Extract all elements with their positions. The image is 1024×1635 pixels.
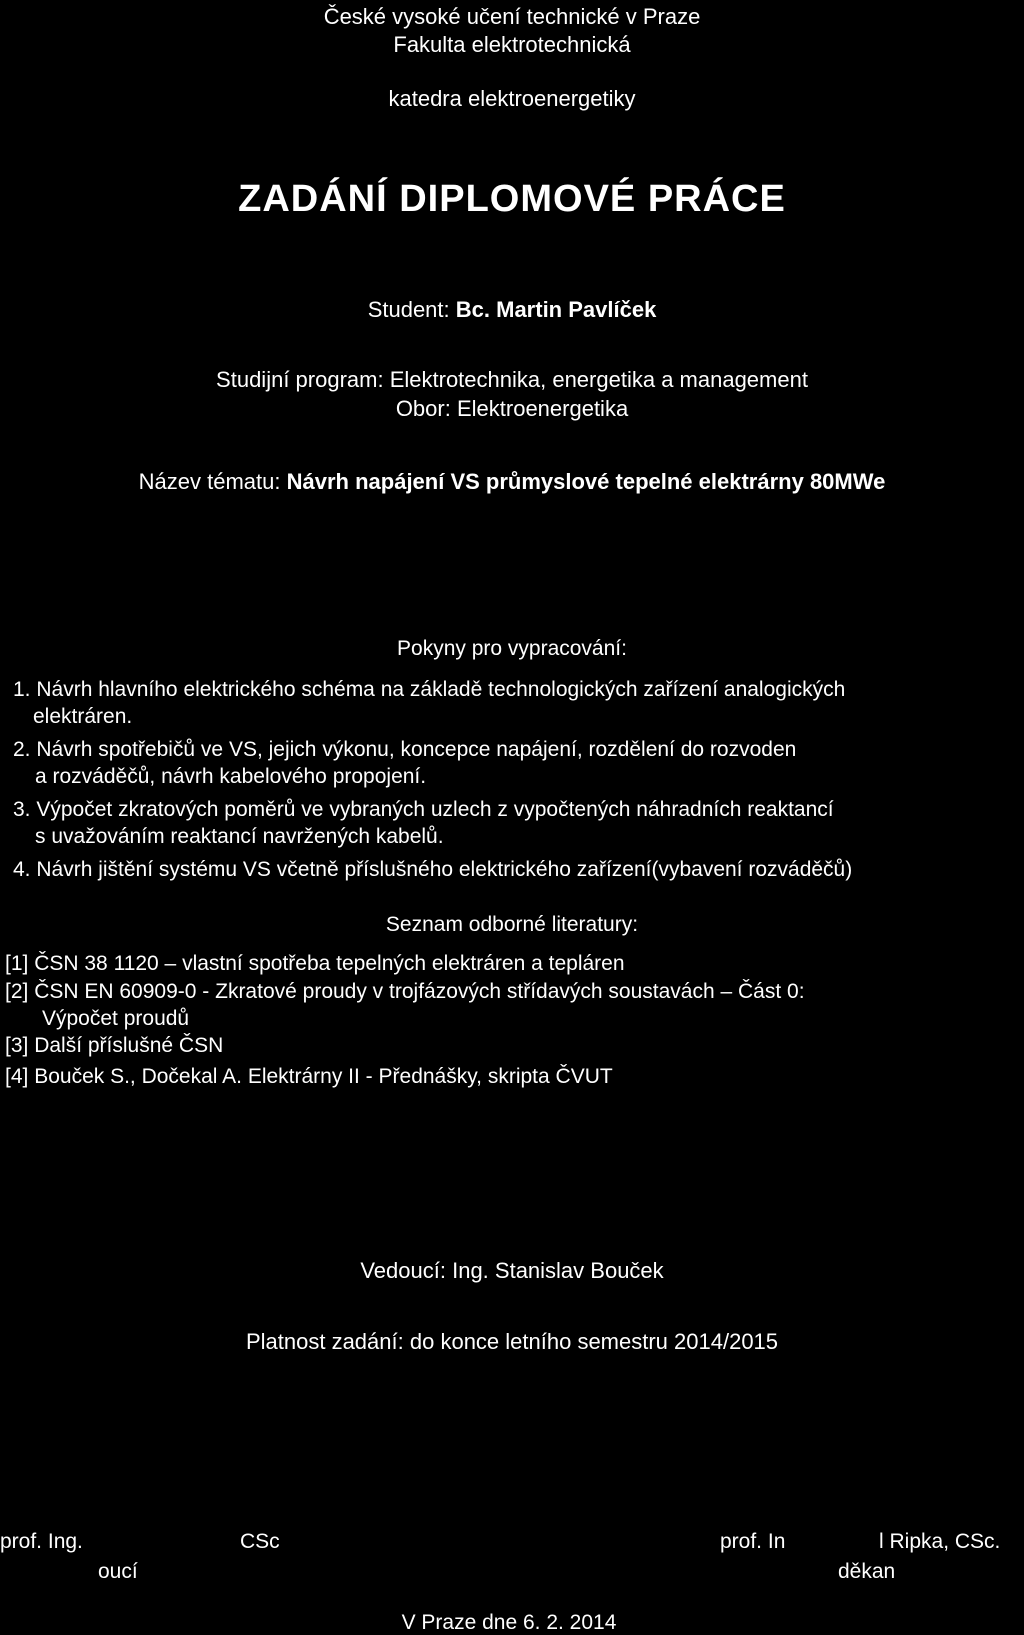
dean-name-part1: prof. In: [720, 1530, 786, 1553]
instruction-item: [13, 676, 845, 703]
supervisor-label: Vedoucí:: [360, 1258, 446, 1283]
field-line: [0, 396, 1024, 422]
topic-line: [0, 469, 1024, 495]
instruction-number: 2.: [13, 738, 31, 761]
instruction-number: 1.: [13, 678, 31, 701]
instruction-item: [13, 796, 834, 823]
validity-line: [0, 1329, 1024, 1355]
instruction-text: Návrh spotřebičů ve VS, jejich výkonu, koncepce napájení, rozdělení do rozvoden: [36, 738, 797, 761]
instruction-text: Návrh jištění systému VS včetně příslušného elektrického zařízení(vybavení rozváděčů): [36, 858, 853, 881]
supervisor-line: [0, 1258, 1024, 1284]
topic-value: Návrh napájení VS průmyslové tepelné elektrárny 80MWe: [286, 469, 886, 494]
literature-item: [5, 950, 625, 977]
literature-continuation: Výpočet proudů: [42, 1007, 190, 1030]
validity-label: Platnost zadání:: [245, 1329, 404, 1354]
dean-name-part2: l Ripka, CSc.: [879, 1530, 1001, 1553]
instruction-text: Návrh hlavního elektrického schéma na základě technologických zařízení analogických: [36, 678, 846, 701]
instructions-heading: Pokyny pro vypracování:: [397, 637, 627, 660]
instruction-text: Výpočet zkratových poměrů ve vybraných uzlech z vypočtených náhradních reaktancí: [36, 798, 834, 821]
literature-number: [2]: [5, 980, 29, 1003]
faculty-name: Fakulta elektrotechnická: [393, 32, 631, 57]
literature-text: Bouček S., Dočekal A. Elektrárny II - Přednášky, skripta ČVUT: [34, 1065, 613, 1088]
literature-item: [5, 1032, 223, 1059]
student-label: Student:: [367, 297, 450, 322]
program-label: Studijní program:: [216, 367, 384, 392]
instruction-number: 3.: [13, 798, 31, 821]
dean-role: děkan: [838, 1560, 896, 1583]
department-name: katedra elektroenergetiky: [388, 86, 636, 111]
literature-item: [5, 1063, 613, 1090]
program-value: Elektrotechnika, energetika a management: [389, 367, 808, 392]
instruction-number: 4.: [13, 858, 31, 881]
head-of-department-name-part2: CSc: [240, 1530, 280, 1553]
instruction-item: [13, 736, 796, 763]
validity-value: do konce letního semestru 2014/2015: [409, 1329, 779, 1354]
head-of-department-name-part1: prof. Ing.: [0, 1530, 83, 1553]
program-line: [0, 367, 1024, 393]
literature-number: [4]: [5, 1065, 29, 1088]
supervisor-value: Ing. Stanislav Bouček: [452, 1258, 664, 1283]
literature-text: ČSN 38 1120 – vlastní spotřeba tepelných elektráren a tepláren: [34, 952, 625, 975]
literature-item: [5, 978, 805, 1005]
field-label: Obor:: [395, 396, 451, 421]
topic-label: Název tématu:: [138, 469, 281, 494]
student-line: [0, 297, 1024, 323]
instruction-continuation: elektráren.: [33, 705, 133, 728]
literature-text: Další příslušné ČSN: [34, 1034, 224, 1057]
literature-number: [3]: [5, 1034, 29, 1057]
student-name: Bc. Martin Pavlíček: [455, 297, 657, 322]
head-of-department-role: oucí: [98, 1560, 138, 1583]
instruction-continuation: a rozváděčů, návrh kabelového propojení.: [35, 765, 427, 788]
field-value: Elektroenergetika: [456, 396, 629, 421]
instruction-item: [13, 856, 852, 883]
document-title: ZADÁNÍ DIPLOMOVÉ PRÁCE: [238, 178, 786, 220]
literature-number: [1]: [5, 952, 29, 975]
place-and-date: V Praze dne 6. 2. 2014: [401, 1611, 617, 1634]
university-name: České vysoké učení technické v Praze: [323, 4, 701, 29]
instruction-continuation: s uvažováním reaktancí navržených kabelů.: [35, 825, 444, 848]
literature-heading: Seznam odborné literatury:: [385, 913, 639, 936]
literature-text: ČSN EN 60909-0 - Zkratové proudy v trojfázových střídavých soustavách – Část 0:: [34, 980, 805, 1003]
